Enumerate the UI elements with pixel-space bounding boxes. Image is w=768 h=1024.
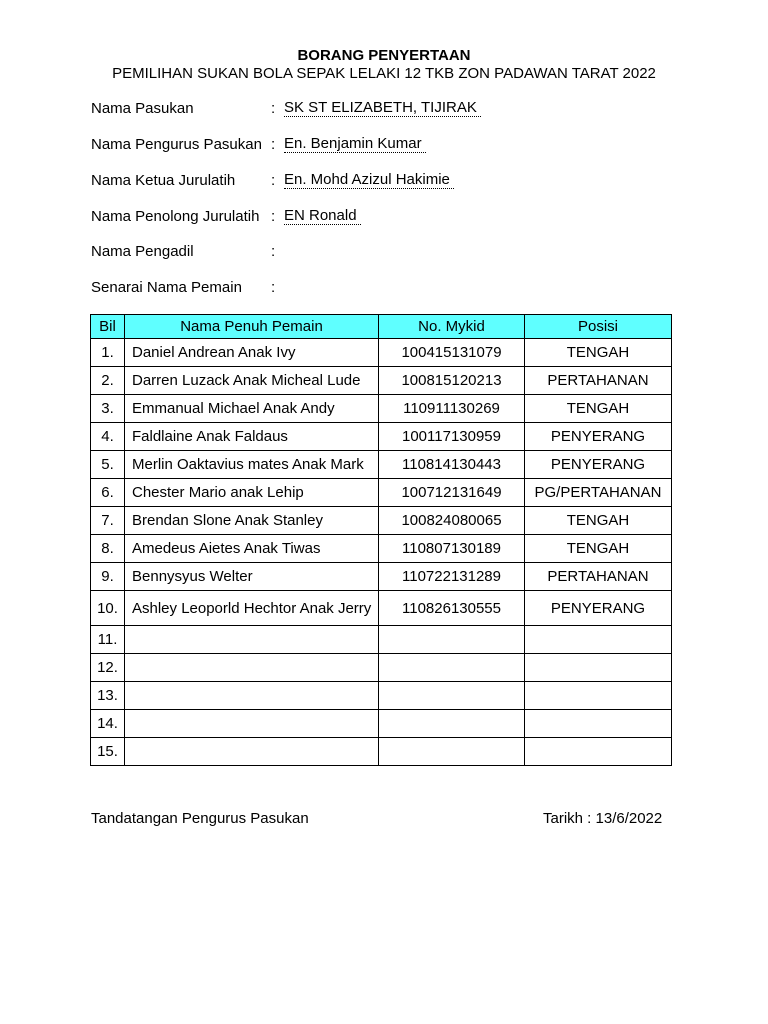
field-pengadil	[91, 243, 691, 261]
cell-mykid: 100824080065	[379, 507, 525, 535]
header-bil: Bil	[91, 315, 125, 339]
date-label: Tarikh : 13/6/2022	[543, 810, 663, 827]
cell-nama: Bennysyus Welter	[125, 563, 379, 591]
table-row	[91, 535, 672, 563]
field-nama-pengurus	[91, 136, 691, 154]
cell-bil: 10.	[91, 591, 125, 626]
cell-nama: Daniel Andrean Anak Ivy	[125, 339, 379, 367]
cell-mykid	[379, 682, 525, 710]
field-colon: :	[271, 279, 276, 296]
cell-bil: 5.	[91, 451, 125, 479]
cell-bil: 7.	[91, 507, 125, 535]
field-senarai-pemain	[91, 279, 691, 297]
cell-posisi	[525, 654, 672, 682]
cell-mykid: 110911130269	[379, 395, 525, 423]
field-penolong-jurulatih	[91, 208, 691, 226]
table-row	[91, 710, 672, 738]
cell-posisi: PERTAHANAN	[525, 563, 672, 591]
cell-bil: 6.	[91, 479, 125, 507]
cell-nama	[125, 710, 379, 738]
cell-mykid: 110826130555	[379, 591, 525, 626]
field-value: En. Benjamin Kumar	[284, 136, 426, 153]
field-colon: :	[271, 172, 276, 189]
cell-posisi: PENYERANG	[525, 423, 672, 451]
table-row	[91, 654, 672, 682]
cell-posisi: PENYERANG	[525, 451, 672, 479]
table-row	[91, 738, 672, 766]
cell-posisi	[525, 682, 672, 710]
header-posisi: Posisi	[525, 315, 672, 339]
table-row	[91, 451, 672, 479]
table-header-row	[91, 315, 672, 339]
field-label: Nama Pengurus Pasukan	[91, 136, 262, 153]
field-label: Nama Pasukan	[91, 100, 194, 117]
table-row	[91, 395, 672, 423]
cell-posisi: TENGAH	[525, 535, 672, 563]
cell-posisi	[525, 738, 672, 766]
form-subtitle: PEMILIHAN SUKAN BOLA SEPAK LELAKI 12 TKB ZON PADAWAN TARAT 2022	[112, 65, 656, 82]
field-label: Nama Penolong Jurulatih	[91, 208, 260, 225]
cell-nama: Brendan Slone Anak Stanley	[125, 507, 379, 535]
cell-bil: 13.	[91, 682, 125, 710]
cell-mykid: 100117130959	[379, 423, 525, 451]
cell-mykid	[379, 710, 525, 738]
table-row	[91, 507, 672, 535]
cell-posisi	[525, 626, 672, 654]
table-row	[91, 423, 672, 451]
field-label: Nama Ketua Jurulatih	[91, 172, 236, 189]
table-row	[91, 339, 672, 367]
field-nama-pasukan	[91, 100, 691, 118]
cell-posisi: PENYERANG	[525, 591, 672, 626]
cell-posisi: TENGAH	[525, 339, 672, 367]
table-row	[91, 626, 672, 654]
cell-nama	[125, 626, 379, 654]
cell-nama	[125, 654, 379, 682]
cell-bil: 11.	[91, 626, 125, 654]
cell-mykid: 110722131289	[379, 563, 525, 591]
cell-mykid	[379, 738, 525, 766]
cell-nama	[125, 738, 379, 766]
cell-bil: 9.	[91, 563, 125, 591]
cell-nama: Chester Mario anak Lehip	[125, 479, 379, 507]
field-label: Nama Pengadil	[91, 243, 194, 260]
table-row	[91, 591, 672, 626]
cell-bil: 14.	[91, 710, 125, 738]
header-nama: Nama Penuh Pemain	[125, 315, 379, 339]
cell-bil: 12.	[91, 654, 125, 682]
cell-nama: Faldlaine Anak Faldaus	[125, 423, 379, 451]
cell-bil: 4.	[91, 423, 125, 451]
cell-mykid: 100815120213	[379, 367, 525, 395]
signature-label: Tandatangan Pengurus Pasukan	[91, 810, 309, 827]
field-value: SK ST ELIZABETH, TIJIRAK	[284, 100, 481, 117]
cell-bil: 8.	[91, 535, 125, 563]
cell-nama: Amedeus Aietes Anak Tiwas	[125, 535, 379, 563]
table-row	[91, 563, 672, 591]
table-row	[91, 367, 672, 395]
cell-mykid: 110807130189	[379, 535, 525, 563]
field-colon: :	[271, 208, 276, 225]
cell-bil: 1.	[91, 339, 125, 367]
cell-posisi: TENGAH	[525, 507, 672, 535]
field-value: EN Ronald	[284, 208, 361, 225]
field-colon: :	[271, 136, 276, 153]
cell-nama: Ashley Leoporld Hechtor Anak Jerry	[125, 591, 379, 626]
table-row	[91, 682, 672, 710]
cell-mykid: 100712131649	[379, 479, 525, 507]
cell-mykid: 100415131079	[379, 339, 525, 367]
cell-nama: Merlin Oaktavius mates Anak Mark	[125, 451, 379, 479]
cell-mykid	[379, 654, 525, 682]
field-colon: :	[271, 243, 276, 260]
cell-bil: 15.	[91, 738, 125, 766]
field-value: En. Mohd Azizul Hakimie	[284, 172, 454, 189]
form-title: BORANG PENYERTAAN	[297, 47, 471, 64]
cell-bil: 3.	[91, 395, 125, 423]
cell-posisi: PERTAHANAN	[525, 367, 672, 395]
cell-posisi	[525, 710, 672, 738]
cell-posisi: TENGAH	[525, 395, 672, 423]
cell-posisi: PG/PERTAHANAN	[525, 479, 672, 507]
field-colon: :	[271, 100, 276, 117]
cell-mykid: 110814130443	[379, 451, 525, 479]
field-ketua-jurulatih	[91, 172, 691, 190]
field-label: Senarai Nama Pemain	[91, 279, 242, 296]
cell-nama: Emmanual Michael Anak Andy	[125, 395, 379, 423]
header-mykid: No. Mykid	[379, 315, 525, 339]
cell-bil: 2.	[91, 367, 125, 395]
player-table	[90, 314, 672, 766]
table-row	[91, 479, 672, 507]
cell-nama	[125, 682, 379, 710]
cell-mykid	[379, 626, 525, 654]
cell-nama: Darren Luzack Anak Micheal Lude	[125, 367, 379, 395]
